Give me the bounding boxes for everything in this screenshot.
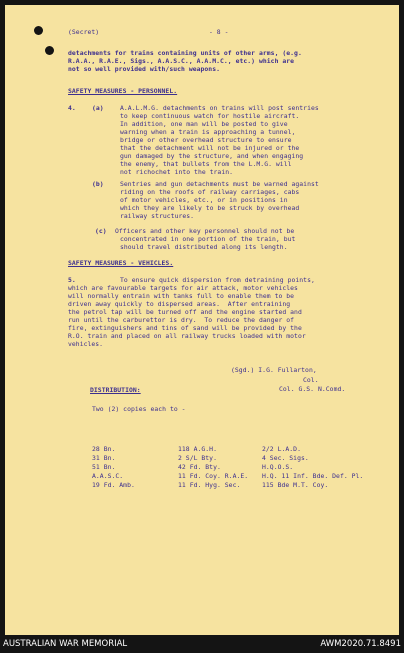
para5-line: vehicles. [68, 340, 104, 348]
distribution-cell: 19 Fd. Amb. [92, 481, 135, 489]
paragraph-number: 4. [68, 104, 76, 112]
signature-appointment: Col. G.S. N.Comd. [279, 385, 346, 393]
para4a-line: to keep continuous watch for hostile aircraft. [120, 112, 300, 120]
para4c-line: concentrated in one portion of the train, but [120, 235, 296, 243]
para4a-line: In addition, one man will be posted to give [120, 120, 288, 128]
distribution-cell: 51 Bn. [92, 463, 116, 471]
distribution-cell: 42 Fd. Bty. [178, 463, 221, 471]
distribution-cell: H.Q.O.S. [262, 463, 294, 471]
para5-line: To ensure quick dispersion from detraining points, [120, 276, 315, 284]
distribution-cell: 2 S/L Bty. [178, 454, 217, 462]
para5-line: the petrol tap will be turned off and the engine started and [68, 308, 302, 316]
section-heading-vehicles: SAFETY MEASURES - VEHICLES. [68, 259, 174, 267]
distribution-cell: 118 A.G.H. [178, 445, 217, 453]
intro-line: not so well provided with/such weapons. [68, 65, 221, 73]
para4a-line: warning when a train is approaching a tunnel, [120, 128, 296, 136]
para4b-line: Sentries and gun detachments must be warned against [120, 180, 319, 188]
distribution-cell: 31 Bn. [92, 454, 116, 462]
intro-line: R.A.A., R.A.E., Sigs., A.A.S.C., A.A.M.C., etc.) which are [68, 57, 295, 65]
para4a-line: bridge or other overhead structure to ensure [120, 136, 292, 144]
punch-hole [45, 46, 54, 55]
para4a-line: not richochet into the train. [120, 168, 234, 176]
distribution-cell: 2/2 L.A.D. [262, 445, 301, 453]
para4b-line: which they are likely to be struck by overhead [120, 204, 300, 212]
signature-rank: Col. [303, 376, 319, 384]
para5-line: driven away quickly to dispersed areas. After entraining [68, 300, 291, 308]
distribution-heading: DISTRIBUTION: [90, 386, 141, 394]
paragraph-number: 5. [68, 276, 76, 284]
para4a-line: gun damaged by the structure, and when engaging [120, 152, 304, 160]
distribution-cell: 11 Fd. Hyg. Sec. [178, 481, 241, 489]
para5-line: R.O. train and placed on all railway trucks loaded with motor [68, 332, 306, 340]
subparagraph-label: (a) [92, 104, 104, 112]
distribution-cell: 4 Sec. Sigs. [262, 454, 309, 462]
distribution-cell: H.Q. 11 Inf. Bde. Def. Pl. [262, 472, 364, 480]
subparagraph-label: (c) [95, 227, 107, 235]
punch-hole [34, 26, 43, 35]
footer-accession-id: AWM2020.71.8491 [320, 639, 401, 649]
para5-line: will normally entrain with tanks full to enable them to be [68, 292, 295, 300]
distribution-cell: 115 Bde M.T. Coy. [262, 481, 329, 489]
para4a-line: the enemy, that bullets from the L.M.G. will [120, 160, 292, 168]
distribution-cell: 28 Bn. [92, 445, 116, 453]
distribution-cell: 11 Fd. Coy. R.A.E. [178, 472, 249, 480]
para4c-line: Officers and other key personnel should not be [115, 227, 295, 235]
para5-line: fire, extinguishers and tins of sand will be provided by the [68, 324, 302, 332]
archive-footer [0, 635, 404, 653]
distribution-cell: A.A.S.C. [92, 472, 124, 480]
para4b-line: railway structures. [120, 212, 195, 220]
signature-name: (Sgd.) I.G. Fullarton, [231, 366, 317, 374]
footer-institution: AUSTRALIAN WAR MEMORIAL [3, 639, 128, 649]
para5-line: which are favourable targets for air attack, motor vehicles [68, 284, 298, 292]
security-classification: (Secret) [68, 28, 100, 36]
para4b-line: of motor vehicles, etc., or in positions in [120, 196, 288, 204]
para4a-line: A.A.L.M.G. detachments on trains will post sentries [120, 104, 319, 112]
subparagraph-label: (b) [92, 180, 104, 188]
para4c-line: should travel distributed along its length. [120, 243, 288, 251]
page-number: - 8 - [209, 28, 229, 36]
document-page [5, 5, 399, 635]
para4a-line: that the detachment will not be injured or the [120, 144, 300, 152]
distribution-intro: Two (2) copies each to - [92, 405, 186, 413]
para4b-line: riding on the roofs of railway carriages, cabs [120, 188, 300, 196]
para5-line: run until the carburettor is dry. To reduce the danger of [68, 316, 295, 324]
intro-line: detachments for trains containing units of other arms, (e.g. [68, 49, 302, 57]
section-heading-personnel: SAFETY MEASURES - PERSONNEL. [68, 87, 178, 95]
